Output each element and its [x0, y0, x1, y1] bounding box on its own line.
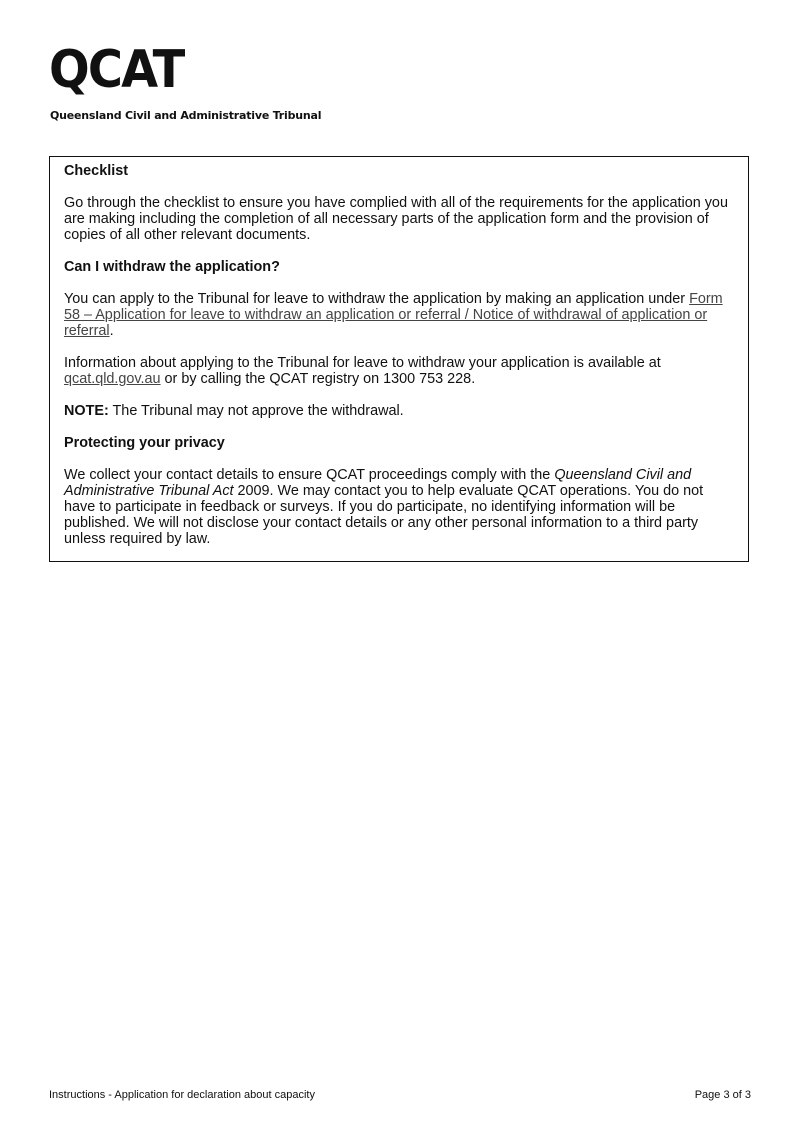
withdraw-heading: Can I withdraw the application? — [64, 259, 280, 275]
qcat-logo: QCAT — [49, 40, 184, 100]
checklist-body: Go through the checklist to ensure you have complied with all of the requirements for the application you are making including the completion of all necessary parts of the application form and the provision of copies of all other relevant documents. — [64, 195, 728, 243]
withdraw-info-end: or by calling the QCAT registry on 1300 753 228. — [160, 371, 476, 387]
withdraw-paragraph-2 — [64, 355, 734, 387]
note-label: NOTE: — [64, 403, 109, 419]
footer-page-number: Page 3 of 3 — [694, 1089, 751, 1101]
withdraw-info-text: Information about applying to the Tribunal for leave to withdraw your application is available at — [64, 355, 661, 371]
logo-subtitle: Queensland Civil and Administrative Tribunal — [50, 109, 322, 122]
privacy-paragraph — [64, 467, 734, 547]
act-name: Queensland Civil and Administrative Tribunal Act — [64, 467, 692, 499]
withdraw-text: You can apply to the Tribunal for leave to withdraw the application by making an application under — [64, 291, 690, 307]
footer-document-title: Instructions - Application for declaration about capacity — [49, 1089, 315, 1101]
form-58-link[interactable]: Form 58 – Application for leave to withdraw an application or referral / Notice of withdrawal of application or referral — [64, 291, 723, 339]
withdraw-paragraph-1 — [64, 291, 734, 339]
withdraw-text-end: . — [109, 323, 114, 339]
privacy-text-before: We collect your contact details to ensure QCAT proceedings comply with the — [64, 467, 555, 483]
privacy-text-after: 2009. We may contact you to help evaluate QCAT operations. You do not have to participate in feedback or surveys. If you do participate, no identifying information will be published. We will not disclose your contact details or any other personal information to a third party unless required by law. — [64, 483, 704, 547]
checklist-heading: Checklist — [64, 163, 128, 179]
note-text: The Tribunal may not approve the withdrawal. — [108, 403, 404, 419]
qcat-website-link[interactable]: qcat.qld.gov.au — [64, 371, 161, 387]
privacy-heading: Protecting your privacy — [64, 435, 225, 451]
note-paragraph — [64, 403, 734, 419]
info-box — [49, 156, 749, 562]
